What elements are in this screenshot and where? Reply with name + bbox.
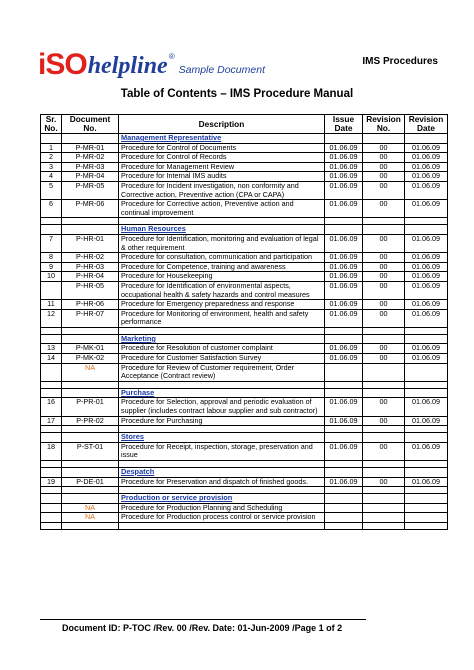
- section-doc-cell: [62, 494, 119, 504]
- section-title: Human Resources: [119, 225, 325, 235]
- section-sr-cell: [41, 134, 62, 144]
- document-no-cell: P-MR-06: [62, 200, 119, 218]
- revision-no-cell: 00: [363, 281, 405, 299]
- description-cell: Procedure for Control of Records: [119, 153, 325, 163]
- column-header-document-no: Document No.: [62, 115, 119, 134]
- logo-helpline-text: helpline: [87, 53, 168, 79]
- description-cell: Procedure for Production Planning and Scheduling: [119, 503, 325, 513]
- description-cell: Procedure for Corrective action, Preventive action and continual improvement: [119, 200, 325, 218]
- revision-no-cell: 00: [363, 172, 405, 182]
- spacer-cell: [363, 461, 405, 468]
- section-sr-cell: [41, 494, 62, 504]
- table-row: [41, 416, 448, 426]
- section-issue-cell: [325, 134, 363, 144]
- document-no-cell: P-PR-01: [62, 398, 119, 416]
- document-no-cell: NA: [62, 363, 119, 381]
- section-title: Despatch: [119, 468, 325, 478]
- revision-no-cell: 00: [363, 477, 405, 487]
- spacer-cell: [62, 327, 119, 334]
- section-issue-cell: [325, 468, 363, 478]
- spacer-cell: [363, 218, 405, 225]
- spacer-row: [41, 487, 448, 494]
- document-no-cell: P-HR-07: [62, 309, 119, 327]
- revision-date-cell: [405, 503, 448, 513]
- table-row: [41, 253, 448, 263]
- sr-no-cell: 4: [41, 172, 62, 182]
- revision-no-cell: 00: [363, 272, 405, 282]
- revision-date-cell: 01.06.09: [405, 309, 448, 327]
- section-doc-cell: [62, 134, 119, 144]
- document-no-cell: P-HR-01: [62, 234, 119, 252]
- revision-no-cell: 00: [363, 253, 405, 263]
- section-row: [41, 225, 448, 235]
- spacer-row: [41, 381, 448, 388]
- issue-date-cell: 01.06.09: [325, 262, 363, 272]
- description-cell: Procedure for Management Review: [119, 162, 325, 172]
- page-header: [38, 50, 438, 86]
- revision-date-cell: 01.06.09: [405, 398, 448, 416]
- spacer-row: [41, 327, 448, 334]
- sr-no-cell: 18: [41, 442, 62, 460]
- document-no-cell: P-HR-05: [62, 281, 119, 299]
- spacer-row: [41, 461, 448, 468]
- sr-no-cell: 6: [41, 200, 62, 218]
- table-row: [41, 398, 448, 416]
- spacer-cell: [41, 461, 62, 468]
- revision-date-cell: 01.06.09: [405, 181, 448, 199]
- revision-no-cell: 00: [363, 200, 405, 218]
- document-no-cell: P-MR-04: [62, 172, 119, 182]
- section-rev-cell: [363, 225, 405, 235]
- issue-date-cell: 01.06.09: [325, 181, 363, 199]
- issue-date-cell: 01.06.09: [325, 172, 363, 182]
- table-row: [41, 272, 448, 282]
- ims-procedures-label: IMS Procedures: [362, 56, 438, 67]
- section-doc-cell: [62, 433, 119, 443]
- revision-date-cell: 01.06.09: [405, 172, 448, 182]
- document-no-cell: P-MK-01: [62, 344, 119, 354]
- description-cell: Procedure for Competence, training and awareness: [119, 262, 325, 272]
- table-row: [41, 363, 448, 381]
- description-cell: Procedure for consultation, communication and participation: [119, 253, 325, 263]
- spacer-row: [41, 522, 448, 529]
- sr-no-cell: [41, 363, 62, 381]
- revision-no-cell: 00: [363, 181, 405, 199]
- spacer-cell: [325, 522, 363, 529]
- revision-no-cell: 00: [363, 143, 405, 153]
- sr-no-cell: 8: [41, 253, 62, 263]
- revision-date-cell: 01.06.09: [405, 143, 448, 153]
- section-sr-cell: [41, 468, 62, 478]
- revision-date-cell: 01.06.09: [405, 162, 448, 172]
- sr-no-cell: 16: [41, 398, 62, 416]
- section-revdate-cell: [405, 134, 448, 144]
- document-no-cell: NA: [62, 513, 119, 523]
- spacer-cell: [405, 218, 448, 225]
- description-cell: Procedure for Internal IMS audits: [119, 172, 325, 182]
- table-row: [41, 153, 448, 163]
- table-row: [41, 234, 448, 252]
- document-no-cell: NA: [62, 503, 119, 513]
- document-no-cell: P-HR-06: [62, 300, 119, 310]
- sr-no-cell: 10: [41, 272, 62, 282]
- description-cell: Procedure for Review of Customer requirement, Order Acceptance (Contract review): [119, 363, 325, 381]
- spacer-cell: [325, 487, 363, 494]
- section-revdate-cell: [405, 433, 448, 443]
- revision-date-cell: 01.06.09: [405, 477, 448, 487]
- section-title: Management Representative: [119, 134, 325, 144]
- revision-no-cell: 00: [363, 153, 405, 163]
- sr-no-cell: 2: [41, 153, 62, 163]
- issue-date-cell: [325, 513, 363, 523]
- document-no-cell: P-PR-02: [62, 416, 119, 426]
- sr-no-cell: 19: [41, 477, 62, 487]
- revision-date-cell: 01.06.09: [405, 416, 448, 426]
- issue-date-cell: 01.06.09: [325, 477, 363, 487]
- section-sr-cell: [41, 225, 62, 235]
- spacer-cell: [41, 522, 62, 529]
- revision-date-cell: [405, 363, 448, 381]
- spacer-cell: [41, 327, 62, 334]
- issue-date-cell: 01.06.09: [325, 253, 363, 263]
- table-row: [41, 309, 448, 327]
- spacer-cell: [405, 327, 448, 334]
- description-cell: Procedure for Control of Documents: [119, 143, 325, 153]
- section-row: [41, 134, 448, 144]
- spacer-cell: [325, 381, 363, 388]
- revision-no-cell: 00: [363, 344, 405, 354]
- spacer-cell: [325, 218, 363, 225]
- section-sr-cell: [41, 433, 62, 443]
- revision-no-cell: [363, 513, 405, 523]
- spacer-cell: [405, 381, 448, 388]
- section-issue-cell: [325, 225, 363, 235]
- revision-date-cell: 01.06.09: [405, 281, 448, 299]
- spacer-cell: [405, 487, 448, 494]
- revision-date-cell: 01.06.09: [405, 442, 448, 460]
- description-cell: Procedure for Emergency preparedness and response: [119, 300, 325, 310]
- description-cell: Procedure for Preservation and dispatch of finished goods.: [119, 477, 325, 487]
- spacer-row: [41, 426, 448, 433]
- column-header-description: Description: [119, 115, 325, 134]
- issue-date-cell: 01.06.09: [325, 272, 363, 282]
- spacer-cell: [62, 522, 119, 529]
- toc-body: [41, 134, 448, 530]
- spacer-cell: [405, 426, 448, 433]
- issue-date-cell: [325, 363, 363, 381]
- description-cell: Procedure for Resolution of customer complaint: [119, 344, 325, 354]
- spacer-cell: [62, 426, 119, 433]
- revision-date-cell: 01.06.09: [405, 200, 448, 218]
- column-header-revision-date: Revision Date: [405, 115, 448, 134]
- sr-no-cell: 5: [41, 181, 62, 199]
- logo-iso-text: iSO: [38, 48, 87, 81]
- document-no-cell: P-MR-01: [62, 143, 119, 153]
- table-row: [41, 513, 448, 523]
- sr-no-cell: 13: [41, 344, 62, 354]
- revision-date-cell: 01.06.09: [405, 344, 448, 354]
- section-issue-cell: [325, 433, 363, 443]
- section-rev-cell: [363, 134, 405, 144]
- description-cell: Procedure for Identification, monitoring and evaluation of legal & other requirement: [119, 234, 325, 252]
- spacer-cell: [41, 426, 62, 433]
- issue-date-cell: 01.06.09: [325, 416, 363, 426]
- section-rev-cell: [363, 494, 405, 504]
- spacer-cell: [119, 522, 325, 529]
- revision-no-cell: 00: [363, 162, 405, 172]
- column-header-issue-date: Issue Date: [325, 115, 363, 134]
- table-row: [41, 354, 448, 364]
- issue-date-cell: 01.06.09: [325, 200, 363, 218]
- table-row: [41, 200, 448, 218]
- section-rev-cell: [363, 433, 405, 443]
- revision-no-cell: 00: [363, 309, 405, 327]
- revision-no-cell: 00: [363, 262, 405, 272]
- document-footer: Document ID: P-TOC /Rev. 00 /Rev. Date: 01-Jun-2009 /Page 1 of 2: [62, 623, 343, 633]
- document-no-cell: P-HR-04: [62, 272, 119, 282]
- issue-date-cell: 01.06.09: [325, 300, 363, 310]
- sr-no-cell: 12: [41, 309, 62, 327]
- revision-no-cell: [363, 503, 405, 513]
- revision-date-cell: 01.06.09: [405, 153, 448, 163]
- issue-date-cell: 01.06.09: [325, 281, 363, 299]
- section-title: Production or service provision: [119, 494, 325, 504]
- toc-table: [40, 114, 448, 530]
- revision-no-cell: 00: [363, 354, 405, 364]
- document-no-cell: P-DE-01: [62, 477, 119, 487]
- sample-document-label: Sample Document: [178, 64, 265, 76]
- table-row: [41, 300, 448, 310]
- spacer-cell: [41, 381, 62, 388]
- revision-date-cell: 01.06.09: [405, 272, 448, 282]
- issue-date-cell: 01.06.09: [325, 442, 363, 460]
- description-cell: Procedure for Monitoring of environment, health and safety performance: [119, 309, 325, 327]
- sr-no-cell: [41, 281, 62, 299]
- revision-no-cell: [363, 363, 405, 381]
- sr-no-cell: 9: [41, 262, 62, 272]
- spacer-cell: [119, 426, 325, 433]
- issue-date-cell: 01.06.09: [325, 398, 363, 416]
- spacer-row: [41, 218, 448, 225]
- spacer-cell: [41, 487, 62, 494]
- issue-date-cell: 01.06.09: [325, 162, 363, 172]
- section-title: Stores: [119, 433, 325, 443]
- description-cell: Procedure for Customer Satisfaction Survey: [119, 354, 325, 364]
- revision-date-cell: 01.06.09: [405, 354, 448, 364]
- revision-no-cell: 00: [363, 416, 405, 426]
- spacer-cell: [325, 461, 363, 468]
- document-no-cell: P-MR-03: [62, 162, 119, 172]
- sr-no-cell: 1: [41, 143, 62, 153]
- footer-divider: [40, 619, 366, 620]
- section-revdate-cell: [405, 225, 448, 235]
- sr-no-cell: 3: [41, 162, 62, 172]
- description-cell: Procedure for Housekeeping: [119, 272, 325, 282]
- column-header-sr-no: Sr. No.: [41, 115, 62, 134]
- section-issue-cell: [325, 494, 363, 504]
- issue-date-cell: 01.06.09: [325, 309, 363, 327]
- revision-no-cell: 00: [363, 442, 405, 460]
- section-title: Purchase: [119, 388, 325, 398]
- issue-date-cell: 01.06.09: [325, 153, 363, 163]
- column-header-revision-no: Revision No.: [363, 115, 405, 134]
- sr-no-cell: 7: [41, 234, 62, 252]
- issue-date-cell: [325, 503, 363, 513]
- section-row: [41, 433, 448, 443]
- revision-no-cell: 00: [363, 234, 405, 252]
- revision-no-cell: 00: [363, 398, 405, 416]
- table-header-row: [41, 115, 448, 134]
- description-cell: Procedure for Identification of environmental aspects, occupational health & safety hazards and control measures: [119, 281, 325, 299]
- spacer-cell: [405, 461, 448, 468]
- spacer-cell: [325, 426, 363, 433]
- description-cell: Procedure for Incident investigation, non conformity and Corrective action, Preventive action (CPA or CAPA): [119, 181, 325, 199]
- table-row: [41, 281, 448, 299]
- company-logo: [38, 50, 265, 80]
- spacer-cell: [62, 218, 119, 225]
- section-row: [41, 494, 448, 504]
- revision-date-cell: 01.06.09: [405, 253, 448, 263]
- sr-no-cell: [41, 503, 62, 513]
- spacer-cell: [363, 426, 405, 433]
- sr-no-cell: 11: [41, 300, 62, 310]
- description-cell: Procedure for Receipt, inspection, storage, preservation and issue: [119, 442, 325, 460]
- table-row: [41, 477, 448, 487]
- revision-date-cell: 01.06.09: [405, 300, 448, 310]
- table-row: [41, 181, 448, 199]
- issue-date-cell: 01.06.09: [325, 354, 363, 364]
- document-no-cell: P-MK-02: [62, 354, 119, 364]
- document-no-cell: P-MR-02: [62, 153, 119, 163]
- section-title: Marketing: [119, 334, 325, 344]
- issue-date-cell: 01.06.09: [325, 344, 363, 354]
- spacer-cell: [363, 487, 405, 494]
- document-no-cell: P-HR-02: [62, 253, 119, 263]
- description-cell: Procedure for Selection, approval and periodic evaluation of supplier (includes contract labour supplier and sub contractor): [119, 398, 325, 416]
- revision-date-cell: 01.06.09: [405, 234, 448, 252]
- sr-no-cell: 14: [41, 354, 62, 364]
- sr-no-cell: 17: [41, 416, 62, 426]
- document-no-cell: P-ST-01: [62, 442, 119, 460]
- document-no-cell: P-MR-05: [62, 181, 119, 199]
- section-doc-cell: [62, 468, 119, 478]
- spacer-cell: [363, 522, 405, 529]
- section-revdate-cell: [405, 494, 448, 504]
- revision-date-cell: [405, 513, 448, 523]
- document-no-cell: P-HR-03: [62, 262, 119, 272]
- spacer-cell: [41, 218, 62, 225]
- page-title: Table of Contents – IMS Procedure Manual: [120, 88, 354, 100]
- spacer-cell: [363, 381, 405, 388]
- spacer-cell: [405, 522, 448, 529]
- section-revdate-cell: [405, 468, 448, 478]
- revision-date-cell: 01.06.09: [405, 262, 448, 272]
- description-cell: Procedure for Purchasing: [119, 416, 325, 426]
- spacer-cell: [363, 327, 405, 334]
- revision-no-cell: 00: [363, 300, 405, 310]
- spacer-cell: [62, 381, 119, 388]
- description-cell: Procedure for Production process control or service provision: [119, 513, 325, 523]
- section-row: [41, 468, 448, 478]
- registered-mark: ®: [168, 52, 175, 61]
- spacer-cell: [325, 327, 363, 334]
- issue-date-cell: 01.06.09: [325, 143, 363, 153]
- section-rev-cell: [363, 468, 405, 478]
- issue-date-cell: 01.06.09: [325, 234, 363, 252]
- section-doc-cell: [62, 225, 119, 235]
- table-row: [41, 442, 448, 460]
- spacer-cell: [62, 487, 119, 494]
- sr-no-cell: [41, 513, 62, 523]
- spacer-cell: [62, 461, 119, 468]
